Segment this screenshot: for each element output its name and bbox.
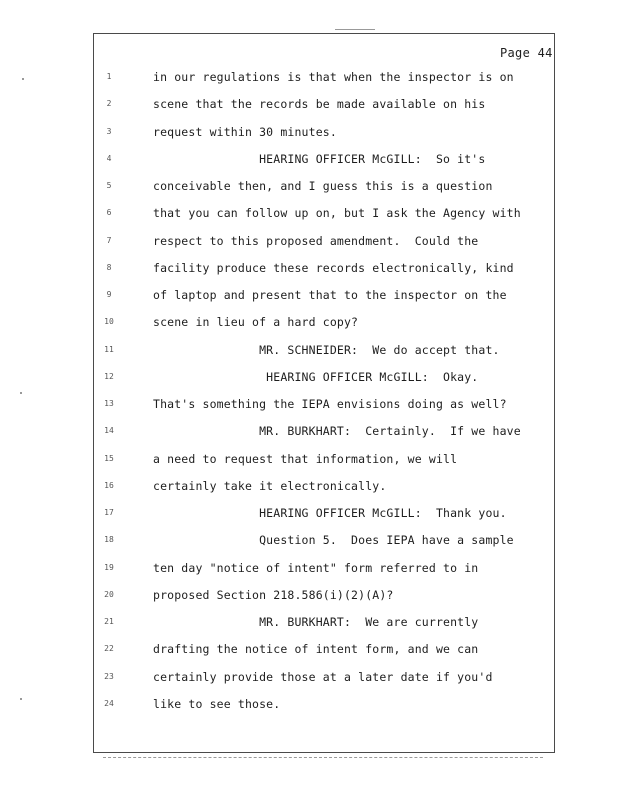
line-text: facility produce these records electronically, kind xyxy=(153,261,514,275)
transcript-line xyxy=(0,261,618,277)
line-text: respect to this proposed amendment. Could the xyxy=(153,234,479,248)
line-number: 23 xyxy=(104,672,114,681)
transcript-line xyxy=(0,424,618,440)
transcript-line xyxy=(0,533,618,549)
line-text: in our regulations is that when the inspector is on xyxy=(153,70,514,84)
line-number: 3 xyxy=(106,127,112,136)
line-text: drafting the notice of intent form, and we can xyxy=(153,642,479,656)
line-text: HEARING OFFICER McGILL: Thank you. xyxy=(153,506,507,520)
transcript-line xyxy=(0,315,618,331)
line-number: 20 xyxy=(104,590,114,599)
transcript-line xyxy=(0,97,618,113)
line-number: 11 xyxy=(104,345,114,354)
bottom-rule xyxy=(103,757,543,758)
line-number: 1 xyxy=(106,72,112,81)
transcript-line xyxy=(0,179,618,195)
transcript-line xyxy=(0,479,618,495)
transcript-line xyxy=(0,697,618,713)
transcript-line xyxy=(0,343,618,359)
line-text: scene in lieu of a hard copy? xyxy=(153,315,359,329)
line-text: HEARING OFFICER McGILL: So it's xyxy=(153,152,486,166)
line-text: that you can follow up on, but I ask the Agency with xyxy=(153,206,521,220)
line-text: scene that the records be made available on his xyxy=(153,97,486,111)
line-text: Question 5. Does IEPA have a sample xyxy=(153,533,514,547)
line-number: 22 xyxy=(104,644,114,653)
line-number: 13 xyxy=(104,399,114,408)
line-number: 8 xyxy=(106,263,112,272)
line-number: 14 xyxy=(104,426,114,435)
line-number: 16 xyxy=(104,481,114,490)
line-number: 15 xyxy=(104,454,114,463)
transcript-line xyxy=(0,288,618,304)
line-number: 9 xyxy=(106,290,112,299)
line-number: 19 xyxy=(104,563,114,572)
transcript-line xyxy=(0,642,618,658)
line-number: 6 xyxy=(106,208,112,217)
margin-speck xyxy=(20,392,22,394)
transcript-line xyxy=(0,206,618,222)
transcript-line xyxy=(0,506,618,522)
line-text: certainly take it electronically. xyxy=(153,479,387,493)
transcript-line xyxy=(0,152,618,168)
line-text: like to see those. xyxy=(153,697,281,711)
line-text: MR. BURKHART: We are currently xyxy=(153,615,479,629)
transcript-line xyxy=(0,234,618,250)
line-text: request within 30 minutes. xyxy=(153,125,337,139)
line-number: 24 xyxy=(104,699,114,708)
page-number: Page 44 xyxy=(500,46,553,60)
line-number: 17 xyxy=(104,508,114,517)
line-number: 12 xyxy=(104,372,114,381)
line-text: certainly provide those at a later date if you'd xyxy=(153,670,493,684)
transcript-line xyxy=(0,561,618,577)
line-text: MR. SCHNEIDER: We do accept that. xyxy=(153,343,500,357)
line-text: MR. BURKHART: Certainly. If we have xyxy=(153,424,521,438)
transcript-line xyxy=(0,670,618,686)
transcript-line xyxy=(0,397,618,413)
transcript-line xyxy=(0,125,618,141)
transcript-line xyxy=(0,588,618,604)
line-text: of laptop and present that to the inspector on the xyxy=(153,288,507,302)
transcript-line xyxy=(0,370,618,386)
line-text: a need to request that information, we will xyxy=(153,452,458,466)
line-number: 4 xyxy=(106,154,112,163)
line-text: conceivable then, and I guess this is a question xyxy=(153,179,493,193)
line-number: 5 xyxy=(106,181,112,190)
line-text: HEARING OFFICER McGILL: Okay. xyxy=(153,370,479,384)
line-number: 18 xyxy=(104,535,114,544)
line-number: 2 xyxy=(106,99,112,108)
line-number: 21 xyxy=(104,617,114,626)
top-edge-mark xyxy=(335,29,375,30)
line-number: 10 xyxy=(104,317,114,326)
transcript-line xyxy=(0,615,618,631)
line-text: That's something the IEPA envisions doing as well? xyxy=(153,397,507,411)
transcript-line xyxy=(0,452,618,468)
transcript-line xyxy=(0,70,618,86)
line-text: proposed Section 218.586(i)(2)(A)? xyxy=(153,588,394,602)
line-text: ten day "notice of intent" form referred to in xyxy=(153,561,479,575)
line-number: 7 xyxy=(106,236,112,245)
